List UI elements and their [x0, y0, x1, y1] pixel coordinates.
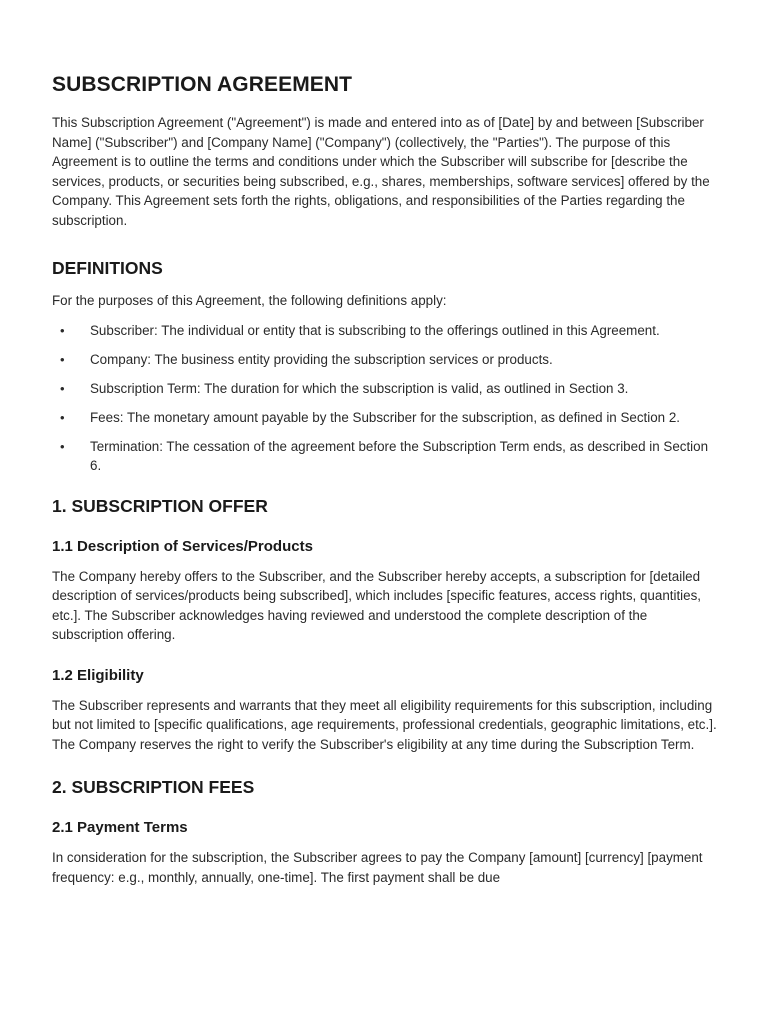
list-item [52, 321, 718, 341]
section-2-1-text: In consideration for the subscription, the Subscriber agrees to pay the Company [amount] [currency] [payment frequency: e.g., monthly, annually, one-time]. The first payment shall be due [52, 850, 703, 885]
list-item [52, 408, 718, 428]
document-page [52, 72, 718, 887]
list-item [52, 437, 718, 476]
section-2-1-heading: 2.1 Payment Terms [52, 819, 188, 836]
definition-text: Subscription Term: The duration for which the subscription is valid, as outlined in Section 3. [90, 380, 629, 396]
bullet-icon: • [60, 351, 65, 367]
bullet-icon: • [60, 322, 65, 338]
section-1-1-heading: 1.1 Description of Services/Products [52, 537, 313, 555]
section-1-2-text: The Subscriber represents and warrants that they meet all eligibility requirements for this subscription, including but not limited to [specific qualifications, age requirements, professional credentials, geographic limitations, etc.]. The Company reserves the right to verify the Subscriber's eligibility at any time during the Subscription Term. [52, 697, 717, 752]
definitions-lead: For the purposes of this Agreement, the following definitions apply: [52, 293, 447, 308]
list-item [52, 350, 718, 370]
section-1-1-text: The Company hereby offers to the Subscriber, and the Subscriber hereby accepts, a subscription for [detailed description of services/products being subscribed], which includes [specific features, access rights, quantities, etc.]. The Subscriber acknowledges having reviewed and understood the complete description of the subscription offering. [52, 568, 702, 642]
bullet-icon: • [60, 380, 65, 396]
section-1-2-heading: 1.2 Eligibility [52, 666, 144, 684]
definitions-heading: DEFINITIONS [52, 258, 163, 278]
document-title: SUBSCRIPTION AGREEMENT [52, 73, 353, 96]
section-1-heading: 1. SUBSCRIPTION OFFER [52, 495, 268, 516]
bullet-icon: • [60, 409, 65, 425]
section-2-heading: 2. SUBSCRIPTION FEES [52, 777, 255, 797]
definition-text: Subscriber: The individual or entity that is subscribing to the offerings outlined in this Agreement. [90, 322, 660, 338]
bullet-icon: • [60, 438, 65, 454]
list-item [52, 379, 718, 399]
definition-text: Fees: The monetary amount payable by the Subscriber for the subscription, as defined in Section 2. [90, 409, 681, 425]
definitions-list [52, 321, 718, 476]
definition-text: Company: The business entity providing the subscription services or products. [90, 351, 553, 367]
intro-paragraph: This Subscription Agreement ("Agreement") is made and entered into as of [Date] by and between [Subscriber Name] ("Subscriber") and [Company Name] ("Company") (collectively, the "Parties"). The purpose of this Agreement is to outline the terms and conditions under which the Subscriber will subscribe for [describe the services, products, or securities being subscribed, e.g., shares, memberships, software services] offered by the Company. This Agreement sets forth the rights, obligations, and responsibilities of the Parties regarding the subscription. [52, 115, 710, 228]
definition-text: Termination: The cessation of the agreement before the Subscription Term ends, as described in Section 6. [90, 438, 709, 473]
